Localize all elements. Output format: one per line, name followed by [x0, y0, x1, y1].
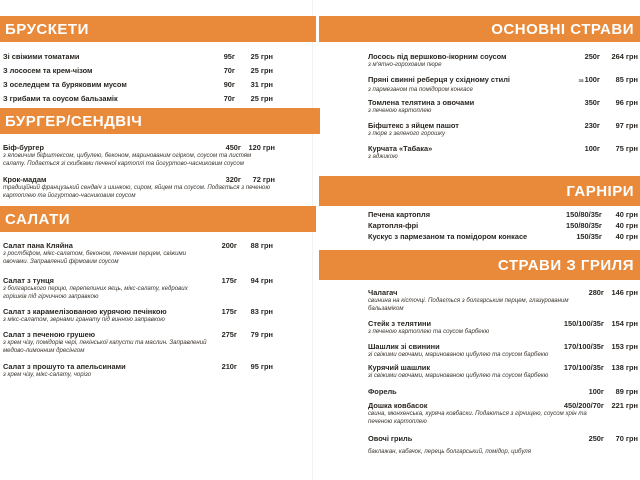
- item-name: З грибами та соусом бальзамік: [3, 94, 118, 103]
- item-description: з крем чізу, мікс-салату, чорізо: [3, 371, 92, 379]
- item-description: з пармезаном та помідором конкасе: [368, 86, 473, 94]
- item-weight: 250г: [584, 52, 600, 61]
- item-description: з болгарського перцю, перепелиних яєць, мікс-салату, кедрових горішків під гірчичною заправкою: [3, 285, 188, 300]
- item-description: з мікс-салатом, зернами гранату під винною заправкою: [3, 316, 165, 324]
- item-description: баклажан, кабачок, перець болгарський, помідор, цибуля: [368, 448, 531, 456]
- weight-value: 100г: [584, 75, 600, 84]
- item-description: з яловичим біфштексом, цибулею, беконом, маринованим огірком, соусом та листям салату. Подається зі скибками печеної картоплі та йогуртово-часниковим соусом: [3, 152, 252, 167]
- column-divider: [312, 0, 313, 480]
- item-weight: 150/80/35г: [566, 221, 602, 230]
- item-name: Салат з прошуто та апельсинами: [3, 362, 126, 371]
- item-name: Томлена телятина з овочами: [368, 98, 475, 107]
- item-name: Біфштекс з яйцем пашот: [368, 121, 459, 130]
- item-name: Салат з тунця: [3, 276, 54, 285]
- list-item: [3, 276, 273, 307]
- item-price: 153 грн: [611, 342, 638, 351]
- section-burger: [3, 143, 275, 203]
- item-description: свина, мюнхенська, куряча ковбаски. Подаються з гірчицею, соусом хрін та печеною картоплею: [368, 410, 587, 425]
- item-weight: 150/35г: [576, 232, 602, 241]
- item-weight: 70г: [223, 66, 235, 75]
- item-weight: 320г: [225, 175, 241, 184]
- item-description: традиційний французький сендвіч з шинкою, сиром, яйцем та соусом. Подається з печеною картоплею та йогуртово-часниковим соусом: [3, 184, 271, 199]
- item-name: Дошка ковбасок: [368, 401, 428, 410]
- item-price: 97 грн: [615, 121, 638, 130]
- item-price: 31 грн: [250, 80, 273, 89]
- item-weight: 280г: [588, 288, 604, 297]
- list-item: [3, 143, 275, 175]
- item-price: 40 грн: [615, 232, 638, 241]
- section-main-dishes: [368, 52, 638, 164]
- item-weight: 450г: [225, 143, 241, 152]
- section-banner-bruschetta: БРУСКЕТИ: [0, 16, 316, 42]
- list-item: [3, 241, 273, 276]
- item-description: з аджикою: [368, 153, 398, 161]
- list-item: [368, 288, 638, 319]
- list-item: [368, 319, 638, 342]
- section-banner-grill: СТРАВИ З ГРИЛЯ: [319, 250, 640, 280]
- item-name: Зі свіжими томатами: [3, 52, 80, 61]
- item-price: 95 грн: [250, 362, 273, 371]
- item-price: 83 грн: [250, 307, 273, 316]
- item-price: 89 грн: [615, 387, 638, 396]
- item-description: з печеною картоплею та соусом барбекю: [368, 328, 490, 336]
- item-name: Овочі гриль: [368, 434, 413, 443]
- item-weight: 100г: [584, 144, 600, 153]
- list-item: [3, 94, 273, 108]
- item-name: Кускус з пармезаном та помідором конкасе: [368, 232, 528, 241]
- item-description: з пюре з зеленого горошку: [368, 130, 446, 138]
- item-price: 146 грн: [611, 288, 638, 297]
- item-price: 85 грн: [615, 75, 638, 84]
- item-description: з м'ятно-гороховим пюре: [368, 61, 442, 69]
- item-weight: 210г: [221, 362, 237, 371]
- item-weight: 150/100/35г: [563, 319, 604, 328]
- item-price: 75 грн: [615, 144, 638, 153]
- list-item: [368, 98, 638, 121]
- item-name: Стейк з телятини: [368, 319, 431, 328]
- list-item: [368, 401, 638, 434]
- item-price: 138 грн: [611, 363, 638, 372]
- item-weight: 170/100/35г: [563, 342, 604, 351]
- item-price: 264 грн: [611, 52, 638, 61]
- item-name: Курячий шашлик: [368, 363, 431, 372]
- list-item: [368, 221, 638, 232]
- list-item: [3, 52, 273, 66]
- section-banner-sides: ГАРНІРИ: [319, 176, 640, 206]
- item-description: з печеною картоплею: [368, 107, 432, 115]
- item-description: з ростбіфом, мікс-салатом, беконом, печеним перцем, свіжими овочами. Заправлений фірмовим соусом: [3, 250, 187, 265]
- item-weight: 250г: [588, 434, 604, 443]
- list-item: [368, 232, 638, 243]
- section-grill: [368, 288, 638, 458]
- section-sides: [368, 210, 638, 243]
- item-weight: 275г: [221, 330, 237, 339]
- item-description: з крем чізу, помідорів чері, пекінської капусти та маслин. Заправлений медово-лимонним дресінгом: [3, 339, 207, 354]
- item-price: 221 грн: [611, 401, 638, 410]
- item-price: 79 грн: [250, 330, 273, 339]
- section-bruschetta: [3, 52, 273, 108]
- section-salads: [3, 241, 273, 382]
- list-item: [368, 387, 638, 401]
- item-name: Крок-мадам: [3, 175, 47, 184]
- item-price: 40 грн: [615, 221, 638, 230]
- item-name: З лососем та крем-чізом: [3, 66, 93, 75]
- section-banner-salads: САЛАТИ: [0, 206, 316, 232]
- item-price: 25 грн: [250, 94, 273, 103]
- list-item: [3, 330, 273, 362]
- item-description: зі свіжими овочами, маринованою цибулею та соусом барбекю: [368, 372, 549, 380]
- item-weight: 95г: [223, 52, 235, 61]
- list-item: [3, 307, 273, 330]
- list-item: [368, 363, 638, 387]
- item-weight: 175г: [221, 307, 237, 316]
- item-weight: [566, 75, 600, 86]
- item-weight: 70г: [223, 94, 235, 103]
- item-weight: 175г: [221, 276, 237, 285]
- item-weight: 100г: [588, 387, 604, 396]
- item-weight: 230г: [584, 121, 600, 130]
- item-price: 72 грн: [252, 175, 275, 184]
- item-price: 94 грн: [250, 276, 273, 285]
- item-weight: 170/100/35г: [563, 363, 604, 372]
- item-description: зі свіжими овочами, маринованою цибулею та соусом барбекю: [368, 351, 549, 359]
- item-name: Салат з печеною грушею: [3, 330, 96, 339]
- list-item: [3, 362, 273, 382]
- item-weight: 450/200/70г: [563, 401, 604, 410]
- list-item: [368, 434, 638, 458]
- item-name: Чалагач: [368, 288, 398, 297]
- item-price: 96 грн: [615, 98, 638, 107]
- item-name: З оселедцем та буряковим мусом: [3, 80, 127, 89]
- item-weight: 350г: [584, 98, 600, 107]
- item-name: Печена картопля: [368, 210, 431, 219]
- item-name: Шашлик зі свинини: [368, 342, 440, 351]
- item-name: Салат з карамелізованою курячою печінкою: [3, 307, 167, 316]
- list-item: [368, 52, 638, 75]
- item-price: 88 грн: [250, 241, 273, 250]
- item-name: Лосось під вершково-ікорним соусом: [368, 52, 507, 61]
- item-name: Курчата «Табака»: [368, 144, 433, 153]
- item-price: 120 грн: [248, 143, 275, 152]
- list-item: [3, 175, 275, 203]
- item-weight: 90г: [223, 80, 235, 89]
- list-item: [368, 210, 638, 221]
- item-price: 40 грн: [615, 210, 638, 219]
- item-name: Салат пана Кляйна: [3, 241, 73, 250]
- list-item: [368, 144, 638, 164]
- item-weight: 200г: [221, 241, 237, 250]
- list-item: [368, 75, 638, 98]
- item-name: Пряні свинні реберця у східному стилі: [368, 75, 510, 84]
- item-name: Картопля-фрі: [368, 221, 419, 230]
- item-price: 25 грн: [250, 66, 273, 75]
- section-banner-main: ОСНОВНІ СТРАВИ: [319, 16, 640, 42]
- list-item: [3, 66, 273, 80]
- list-item: [368, 121, 638, 144]
- list-item: [3, 80, 273, 94]
- item-description: свинина на кісточці. Подається з болгарським перцем, глазурованим бальзаміком: [368, 297, 569, 312]
- item-weight: 150/80/35г: [566, 210, 602, 219]
- list-item: [368, 342, 638, 363]
- weight-prefix: за: [578, 78, 584, 84]
- item-price: 154 грн: [611, 319, 638, 328]
- section-banner-burger: БУРГЕР/СЕНДВІЧ: [0, 108, 320, 134]
- item-price: 70 грн: [615, 434, 638, 443]
- item-price: 25 грн: [250, 52, 273, 61]
- item-name: Форель: [368, 387, 397, 396]
- item-name: Біф-бургер: [3, 143, 44, 152]
